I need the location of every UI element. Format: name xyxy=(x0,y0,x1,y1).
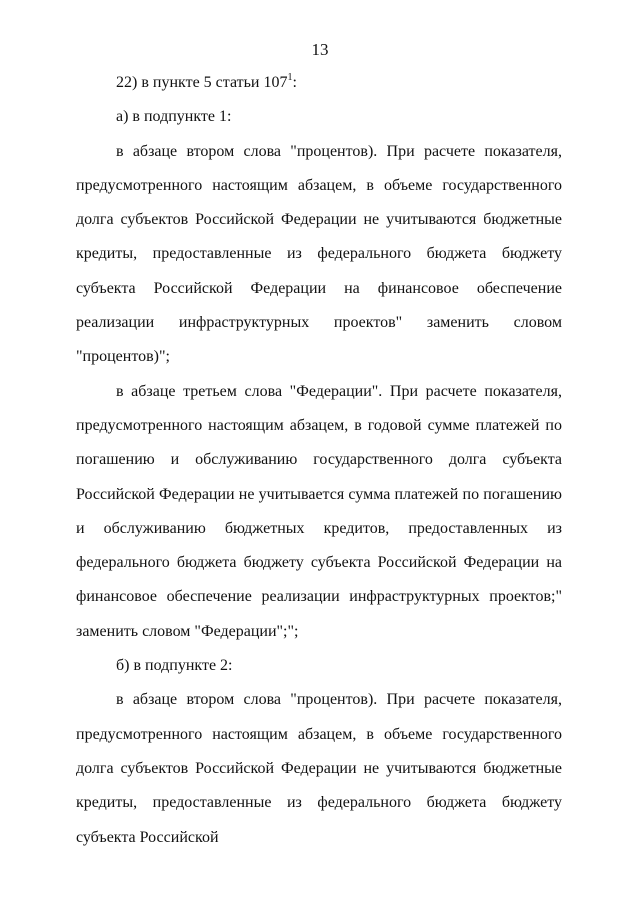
paragraph-amendment-2: в абзаце третьем слова "Федерации". При расчете показателя, предусмотренного настоящим абзацем, в годовой сумме платежей по погашению и обслуживанию государственного долга субъекта Российской Федерации не учитывается сумма платежей по погашению и обслуживанию бюджетных кредитов, предоставленных из федерального бюджета бюджету субъекта Российской Федерации на финансовое обеспечение реализации инфраструктурных проектов;" заменить словом "Федерации";"; xyxy=(76,382,562,640)
paragraph-amendment-3: в абзаце втором слова "процентов). При расчете показателя, предусмотренного настоящим абзацем, в объеме государственного долга субъектов Российской Федерации не учитываются бюджетные кредиты, предоставленные из федерального бюджета бюджету субъекта Российской xyxy=(76,691,562,846)
paragraph-item-22 xyxy=(76,66,562,100)
paragraph-subitem-b: б) в подпункте 2: xyxy=(116,657,233,675)
article-superscript: 1 xyxy=(287,71,293,83)
paragraph-item-22-text: 22) в пункте 5 статьи 107 xyxy=(116,74,288,91)
page-number: 13 xyxy=(311,40,329,59)
document-body xyxy=(76,66,562,855)
paragraph-amendment-1: в абзаце втором слова "процентов). При расчете показателя, предусмотренного настоящим абзацем, в объеме государственного долга субъектов Российской Федерации не учитываются бюджетные кредиты, предоставленные из федерального бюджета бюджету субъекта Российской Федерации на финансовое обеспечение реализации инфраструктурных проектов" заменить словом "процентов)"; xyxy=(76,142,562,366)
paragraph-subitem-a: а) в подпункте 1: xyxy=(116,108,232,126)
paragraph-item-22-colon: : xyxy=(292,74,297,91)
